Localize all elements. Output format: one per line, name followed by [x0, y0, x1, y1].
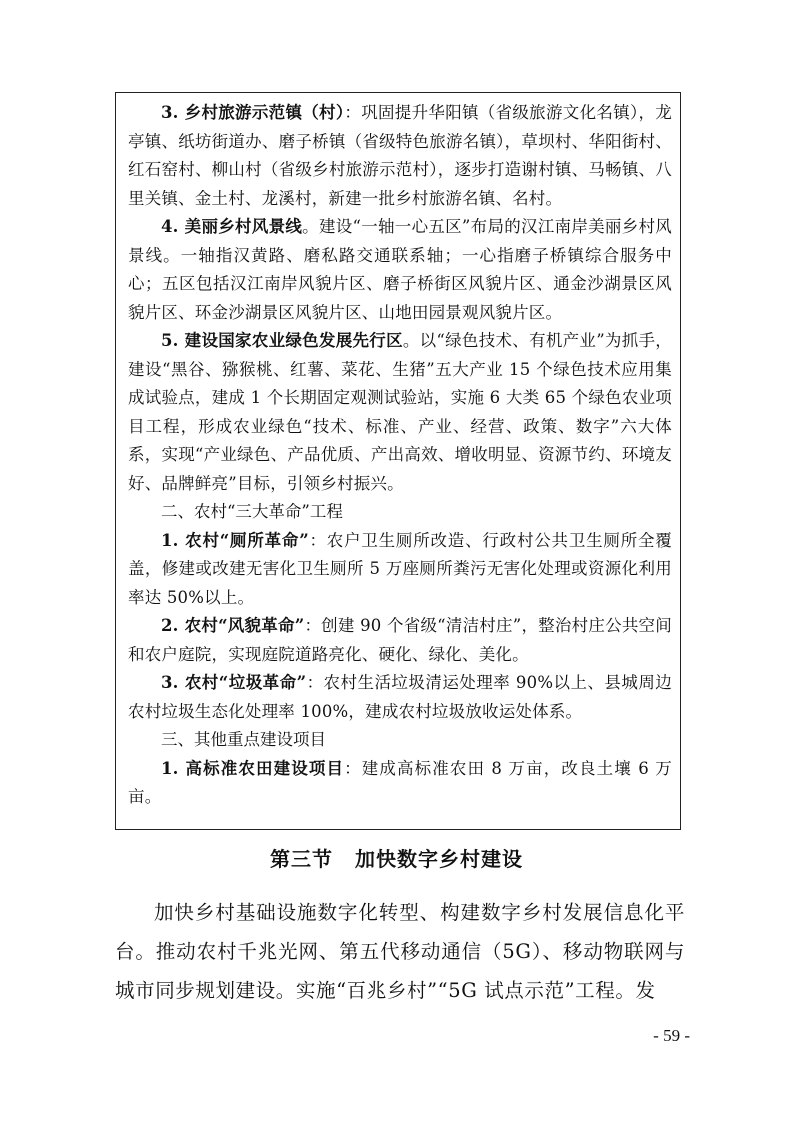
item-text: 。以“绿色技术、有机产业”为抓手，建设“黑谷、猕猴桃、红薯、菜花、生猪”五大产业 15 个绿色技术应用集成试验点，建成 1 个长期固定观测试验站，实施 6 大类 65 个绿色农业项目工程，形成农业绿色“技术、标准、产业、经营、政策、数字”六大体系，实现“产业绿色、产品优质、产出高效、增收明显、资源节约、环境友好、品牌鲜亮”目标，引领乡村振兴。	[128, 331, 672, 493]
page-number: - 59 -	[653, 1026, 690, 1045]
section-number: 第三节	[270, 847, 333, 871]
item-heading: 1. 农村“厕所革命”	[161, 530, 309, 550]
item-text: ：建成高标准农田 8 万亩，改良土壤 6 万亩。	[128, 758, 672, 806]
box-paragraph	[128, 527, 672, 613]
box-paragraph	[128, 213, 672, 327]
item-heading: 5. 建设国家农业绿色发展先行区	[161, 331, 403, 350]
item-text: ：巩固提升华阳镇（省级旅游文化名镇），龙亭镇、纸坊街道办、磨子桥镇（省级特色旅游名镇），草坝村、华阳街村、红石窑村、柳山村（省级乡村旅游示范村），逐步打造谢村镇、马畅镇、八里关镇、金土村、龙溪村，新建一批乡村旅游名镇、名村。	[128, 103, 673, 208]
box-paragraph	[128, 669, 672, 726]
section-title	[0, 844, 793, 874]
body-paragraph: 加快乡村基础设施数字化转型、构建数字乡村发展信息化平台。推动农村千兆光网、第五代移动通信（5G）、移动物联网与城市同步规划建设。实施“百兆乡村”“5G 试点示范”工程。发	[115, 901, 685, 1002]
item-heading: 2. 农村“风貌革命”	[161, 616, 305, 635]
box-section-heading: 三、其他重点建设项目	[161, 730, 326, 749]
item-heading: 4. 美丽乡村风景线	[161, 217, 303, 236]
item-text: ：农村生活垃圾清运处理率 90%以上、县城周边农村垃圾生态化处理率 100%，建成农村垃圾放收运处体系。	[128, 673, 672, 721]
project-box	[115, 92, 681, 830]
box-paragraph	[128, 99, 672, 213]
item-text: 。建设“一轴一心五区”布局的汉江南岸美丽乡村风景线。一轴指汉黄路、磨私路交通联系轴；一心指磨子桥镇综合服务中心；五区包括汉江南岸风貌片区、磨子桥街区风貌片区、通金沙湖景区风貌片区、环金沙湖景区风貌片区、山地田园景观风貌片区。	[128, 217, 672, 322]
box-section-heading: 二、农村“三大革命”工程	[161, 502, 343, 521]
item-heading: 3. 农村“垃圾革命”	[161, 673, 307, 692]
section-name: 加快数字乡村建设	[355, 847, 523, 871]
item-heading: 3. 乡村旅游示范镇（村）	[161, 103, 345, 122]
box-paragraph	[128, 612, 672, 669]
item-text: ：农户卫生厕所改造、行政村公共卫生厕所全覆盖，修建或改建无害化卫生厕所 5 万座厕所粪污无害化处理或资源化利用率达 50%以上。	[128, 530, 673, 607]
box-paragraph	[128, 755, 672, 812]
item-text: ：创建 90 个省级“清洁村庄”，整治村庄公共空间和农户庭院，实现庭院道路亮化、硬化、绿化、美化。	[128, 616, 672, 664]
item-heading: 1. 高标准农田建设项目	[161, 758, 345, 778]
box-paragraph	[128, 327, 672, 498]
